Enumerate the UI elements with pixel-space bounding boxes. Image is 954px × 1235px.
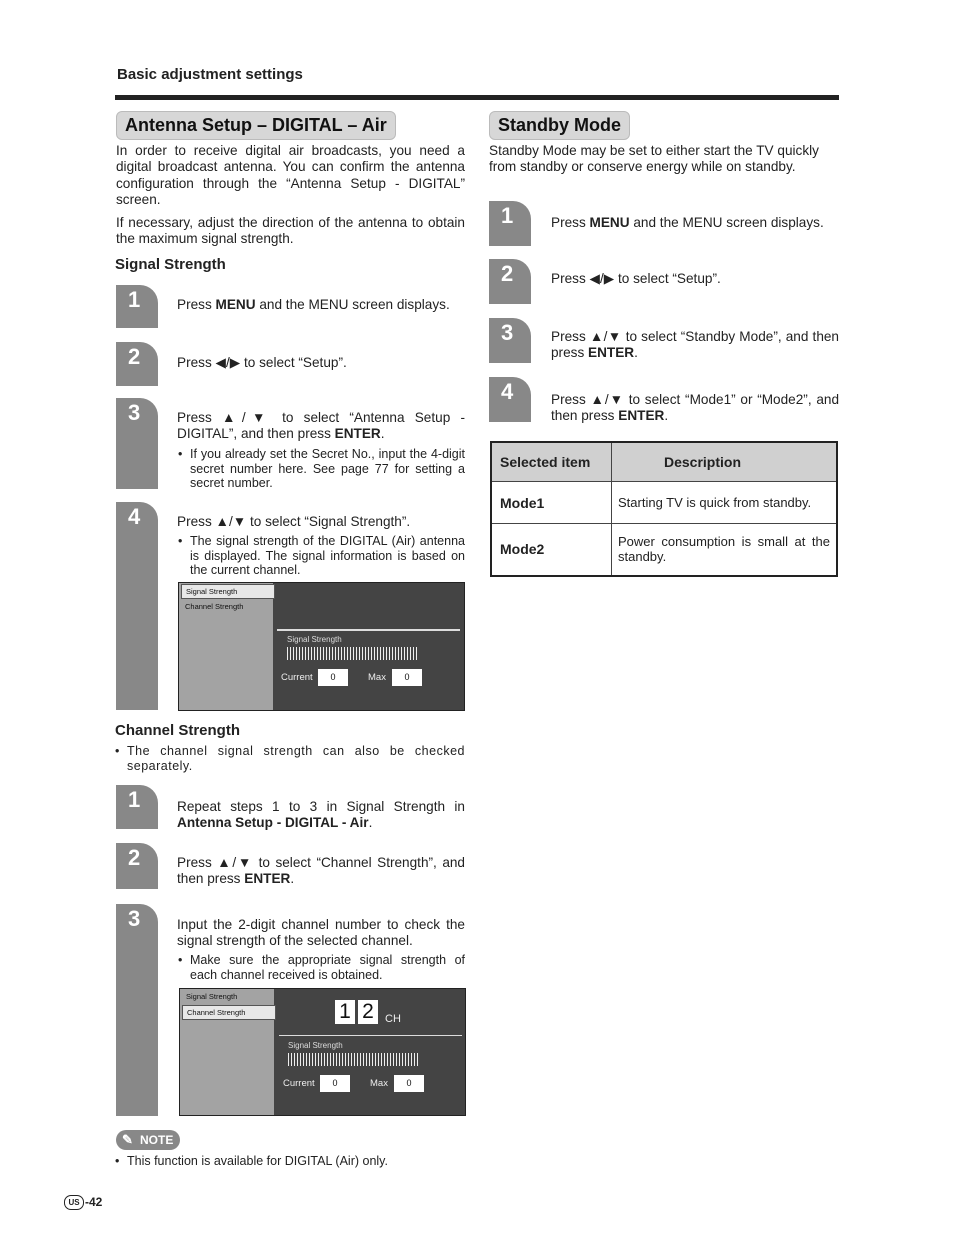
step-number: 2 (128, 845, 141, 870)
channel-strength-screen (179, 988, 466, 1116)
table-cell-description: Starting TV is quick from standby. (612, 482, 838, 524)
channel-step-1-text: Repeat steps 1 to 3 in Signal Strength in Antenna Setup - DIGITAL - Air. (177, 799, 465, 831)
table-row (491, 482, 837, 524)
step-number: 1 (128, 787, 141, 812)
screen-menu (180, 989, 274, 1115)
channel-step-3-text: Input the 2-digit channel number to check the signal strength of the selected channel. (177, 917, 465, 949)
note-label: NOTE (140, 1133, 174, 1147)
screen-menu (179, 583, 273, 710)
standby-step-2-text: Press ◀/▶ to select “Setup”. (551, 271, 721, 286)
signal-step-2-text: Press ◀/▶ to select “Setup”. (177, 355, 347, 370)
step-number: 1 (128, 287, 141, 312)
section-label: Basic adjustment settings (117, 66, 303, 83)
antenna-setup-heading: Antenna Setup – DIGITAL – Air (116, 111, 396, 140)
signal-step-1-text: Press MENU and the MENU screen displays. (177, 297, 450, 312)
signal-meter (288, 1053, 418, 1066)
channel-step-3-bullet: • Make sure the appropriate signal strength of each channel received is obtained. (178, 953, 465, 982)
standby-intro-paragraph: Standby Mode may be set to either start the TV quickly from standby or conserve energy while on standby. (489, 143, 819, 175)
antenna-intro-paragraph: In order to receive digital air broadcasts, you need a digital broadcast antenna. You can confirm the antenna configuration through the “Antenna Setup - DIGITAL” screen. (116, 143, 465, 208)
table-header-item: Selected item (491, 442, 612, 482)
signal-meter (287, 647, 417, 660)
max-label: Max (368, 672, 386, 683)
menu-item-signal-strength: Signal Strength (181, 584, 275, 599)
step-number: 3 (128, 400, 141, 425)
screen-divider (277, 629, 460, 631)
screen-divider (279, 1035, 462, 1036)
max-value: 0 (394, 1075, 424, 1092)
standby-mode-heading: Standby Mode (489, 111, 630, 140)
channel-strength-bullet: • The channel signal strength can also be checked separately. (115, 744, 465, 773)
step-tab (489, 318, 531, 363)
signal-strength-label: Signal Strength (288, 1041, 343, 1050)
channel-strength-heading: Channel Strength (115, 722, 241, 739)
step-number: 4 (501, 379, 514, 404)
step-tab (489, 259, 531, 304)
pencil-icon: ✎ (122, 1132, 133, 1147)
step-number: 1 (501, 203, 514, 228)
region-icon: US (64, 1195, 84, 1210)
step-tab (489, 377, 531, 422)
note-badge (116, 1130, 180, 1150)
step-number: 2 (128, 344, 141, 369)
table-header-description: Description (612, 442, 838, 482)
signal-step-3-bullet: • If you already set the Secret No., input the 4-digit secret number here. See page 77 for setting a secret number. (178, 447, 465, 491)
step-tab (116, 285, 158, 328)
max-value: 0 (392, 669, 422, 686)
signal-strength-heading: Signal Strength (115, 256, 226, 273)
channel-unit: CH (385, 1013, 401, 1025)
header-rule (115, 95, 839, 100)
signal-step-3-text: Press ▲/▼ to select “Antenna Setup - DIGITAL”, and then press ENTER. (177, 410, 465, 442)
current-label: Current (281, 672, 313, 683)
step-tab (116, 398, 158, 489)
standby-step-1-text: Press MENU and the MENU screen displays. (551, 215, 824, 230)
step-tab (116, 785, 158, 829)
table-header-row (491, 442, 837, 482)
table-row (491, 524, 837, 576)
table-cell-description: Power consumption is small at the standby. (612, 524, 838, 576)
step-number: 3 (501, 320, 514, 345)
page-number-text: -42 (85, 1195, 103, 1209)
menu-item-channel-strength: Channel Strength (182, 1005, 276, 1020)
current-value: 0 (318, 669, 348, 686)
signal-strength-label: Signal Strength (287, 635, 342, 644)
table-cell-item: Mode1 (491, 482, 612, 524)
step-tab (489, 201, 531, 246)
signal-strength-screen (178, 582, 465, 711)
page-number (64, 1195, 102, 1210)
channel-digit-1: 1 (335, 1000, 355, 1024)
note-text: • This function is available for DIGITAL (Air) only. (115, 1154, 527, 1169)
current-label: Current (283, 1078, 315, 1089)
menu-item-channel-strength: Channel Strength (185, 602, 244, 611)
current-value: 0 (320, 1075, 350, 1092)
standby-mode-table (490, 441, 838, 577)
menu-item-signal-strength: Signal Strength (186, 992, 238, 1001)
step-number: 2 (501, 261, 514, 286)
max-label: Max (370, 1078, 388, 1089)
signal-step-4-text: Press ▲/▼ to select “Signal Strength”. (177, 514, 411, 529)
signal-step-4-bullet: • The signal strength of the DIGITAL (Air) antenna is displayed. The signal information is based on the current channel. (178, 534, 465, 578)
step-tab (116, 342, 158, 386)
channel-step-2-text: Press ▲/▼ to select “Channel Strength”, and then press ENTER. (177, 855, 465, 887)
standby-step-4-text: Press ▲/▼ to select “Mode1” or “Mode2”, and then press ENTER. (551, 392, 839, 424)
step-tab (116, 502, 158, 710)
standby-step-3-text: Press ▲/▼ to select “Standby Mode”, and then press ENTER. (551, 329, 839, 361)
step-tab (116, 904, 158, 1116)
step-tab (116, 843, 158, 889)
channel-digit-2: 2 (358, 1000, 378, 1024)
step-number: 3 (128, 906, 141, 931)
step-number: 4 (128, 504, 141, 529)
antenna-direction-paragraph: If necessary, adjust the direction of the antenna to obtain the maximum signal strength. (116, 215, 465, 247)
table-cell-item: Mode2 (491, 524, 612, 576)
